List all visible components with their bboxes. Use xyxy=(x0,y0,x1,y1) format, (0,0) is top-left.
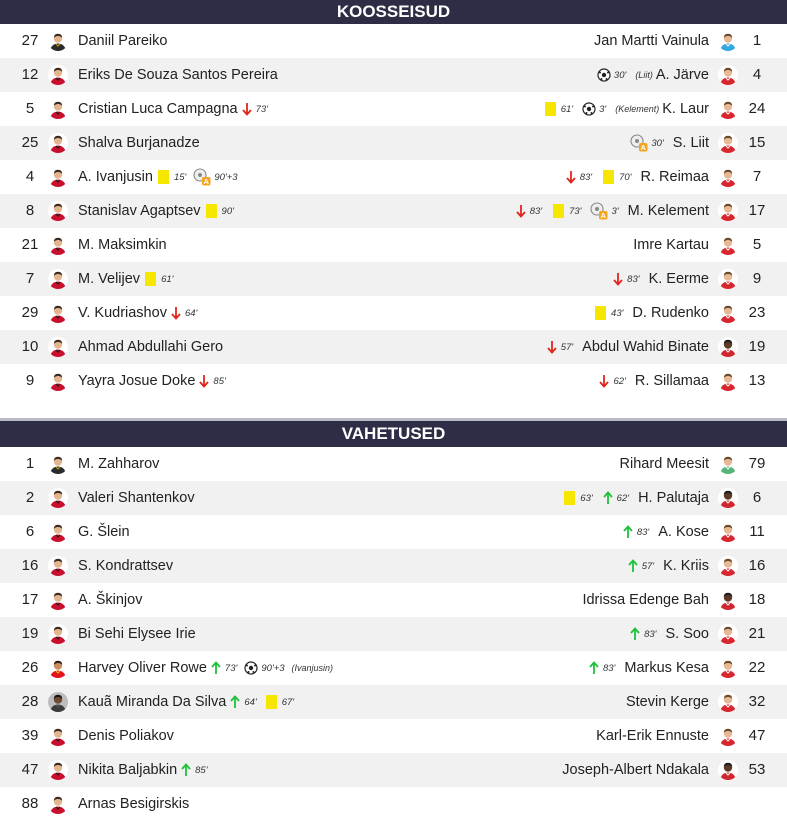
event-minute: 63' xyxy=(580,492,593,504)
home-player-number: 1 xyxy=(25,455,35,472)
away-player-name[interactable]: D. Rudenko xyxy=(632,305,709,321)
lineup-row xyxy=(0,617,787,651)
away-player-number: 21 xyxy=(748,625,766,642)
away-player xyxy=(543,92,709,126)
home-player-number: 17 xyxy=(21,591,39,608)
lineup-row xyxy=(0,262,787,296)
away-player-avatar[interactable] xyxy=(718,454,738,474)
home-player-number: 19 xyxy=(21,625,39,642)
event-minute: 90'+3 xyxy=(261,662,285,674)
lineup-row xyxy=(0,58,787,92)
away-player xyxy=(626,685,709,719)
away-player-avatar[interactable] xyxy=(718,167,738,187)
home-player-number: 2 xyxy=(25,489,35,506)
away-player-avatar[interactable] xyxy=(718,337,738,357)
away-player-avatar[interactable] xyxy=(718,488,738,508)
home-player-name[interactable]: S. Kondrattsev xyxy=(78,558,174,574)
home-player-number: 12 xyxy=(21,66,39,83)
home-player-number: 4 xyxy=(25,168,35,185)
home-player-number: 16 xyxy=(21,557,39,574)
away-player-name[interactable]: R. Reimaa xyxy=(640,169,709,185)
away-player-name[interactable]: Idrissa Edenge Bah xyxy=(582,592,709,608)
away-player-number: 15 xyxy=(748,134,766,151)
away-player xyxy=(588,651,709,685)
away-player-number: 18 xyxy=(748,591,766,608)
away-player xyxy=(629,617,709,651)
ball-icon xyxy=(244,661,258,675)
ball-icon xyxy=(582,102,596,116)
away-player xyxy=(627,549,709,583)
home-player-avatar[interactable] xyxy=(48,133,68,153)
event-minute: 67' xyxy=(281,696,295,708)
event-minute: 62' xyxy=(616,492,630,504)
home-player-number: 8 xyxy=(25,202,35,219)
home-player-avatar[interactable] xyxy=(48,167,68,187)
away-player-avatar[interactable] xyxy=(718,692,738,712)
home-player-name[interactable]: Daniil Pareiko xyxy=(78,33,168,49)
home-player-number: 29 xyxy=(21,304,39,321)
lineup-row xyxy=(0,160,787,194)
away-player-number: 22 xyxy=(748,659,766,676)
home-player xyxy=(78,515,130,549)
home-player-avatar[interactable] xyxy=(48,99,68,119)
home-player-avatar[interactable] xyxy=(48,726,68,746)
home-player-number: 28 xyxy=(21,693,39,710)
home-player-name[interactable]: Cristian Luca Campagna xyxy=(78,101,238,117)
home-player xyxy=(78,228,167,262)
lineup-row xyxy=(0,685,787,719)
home-player-avatar[interactable] xyxy=(48,371,68,391)
home-player xyxy=(78,364,230,398)
lineup-row xyxy=(0,194,787,228)
sub-in-arrow-icon xyxy=(588,661,600,675)
away-player xyxy=(612,262,709,296)
home-player-avatar[interactable] xyxy=(48,556,68,576)
home-player-name[interactable]: Nikita Baljabkin xyxy=(78,762,178,778)
event-minute: 83' xyxy=(636,526,650,538)
away-player xyxy=(594,24,709,58)
home-player-avatar[interactable] xyxy=(48,65,68,85)
home-player-avatar[interactable] xyxy=(48,522,68,542)
away-player-name[interactable]: R. Sillamaa xyxy=(634,373,709,389)
assist-ball-icon xyxy=(590,202,608,220)
away-player xyxy=(596,719,709,753)
home-player xyxy=(78,787,189,821)
home-player-name[interactable]: G. Šlein xyxy=(78,524,130,540)
ball-icon xyxy=(597,68,611,82)
starting-lineup-header: KOOSSEISUD xyxy=(0,0,787,24)
sub-out-arrow-icon xyxy=(198,374,210,388)
event-minute: 83' xyxy=(529,205,543,217)
away-player xyxy=(598,364,709,398)
event-minute: 73' xyxy=(255,103,268,115)
event-minute: 83' xyxy=(579,171,593,183)
sub-out-arrow-icon xyxy=(565,170,577,184)
home-player xyxy=(78,160,242,194)
home-player-number: 39 xyxy=(21,727,39,744)
away-player xyxy=(622,515,709,549)
away-player-avatar[interactable] xyxy=(718,31,738,51)
away-player-number: 32 xyxy=(748,693,766,710)
event-minute: 3' xyxy=(599,103,607,115)
home-player-avatar[interactable] xyxy=(48,303,68,323)
away-player-name[interactable]: Rihard Meesit xyxy=(619,456,709,472)
home-player-name[interactable]: M. Zahharov xyxy=(78,456,160,472)
away-player xyxy=(562,753,709,787)
home-player-name[interactable]: A. Škinjov xyxy=(78,592,143,608)
home-player-number: 9 xyxy=(25,372,35,389)
away-player-name[interactable]: K. Eerme xyxy=(648,271,709,287)
away-player-avatar[interactable] xyxy=(718,201,738,221)
away-player-number: 23 xyxy=(748,304,766,321)
home-player xyxy=(78,262,177,296)
home-player-avatar[interactable] xyxy=(48,201,68,221)
svg-text:A: A xyxy=(203,177,210,186)
home-player-avatar[interactable] xyxy=(48,658,68,678)
event-minute: 85' xyxy=(195,764,208,776)
away-player-name[interactable]: S. Liit xyxy=(672,135,709,151)
home-player-avatar[interactable] xyxy=(48,760,68,780)
event-minute: 73' xyxy=(569,205,582,217)
away-player-number: 13 xyxy=(748,372,766,389)
event-minute: 43' xyxy=(611,307,624,319)
lineup-row xyxy=(0,92,787,126)
lineup-row xyxy=(0,549,787,583)
home-player-number: 26 xyxy=(21,659,39,676)
away-player xyxy=(633,228,709,262)
away-player-number: 1 xyxy=(752,32,762,49)
substitutes-list xyxy=(0,447,787,821)
yellow-card-icon xyxy=(206,204,217,218)
away-player xyxy=(593,296,709,330)
away-player-avatar[interactable] xyxy=(718,726,738,746)
event-minute: 57' xyxy=(641,560,655,572)
home-player xyxy=(78,583,142,617)
home-player-name[interactable]: Bi Sehi Elysee Irie xyxy=(78,626,196,642)
event-minute: 30' xyxy=(613,69,627,81)
lineup-row xyxy=(0,330,787,364)
home-player-avatar[interactable] xyxy=(48,794,68,814)
away-player-avatar[interactable] xyxy=(718,235,738,255)
away-player-number: 79 xyxy=(748,455,766,472)
sub-out-arrow-icon xyxy=(515,204,527,218)
away-player-avatar[interactable] xyxy=(718,522,738,542)
yellow-card-icon xyxy=(553,204,564,218)
lineup-row xyxy=(0,296,787,330)
home-player-avatar[interactable] xyxy=(48,235,68,255)
away-player-avatar[interactable] xyxy=(718,303,738,323)
lineup-row xyxy=(0,515,787,549)
home-player-name[interactable]: Arnas Besigirskis xyxy=(78,796,190,812)
event-minute: 15' xyxy=(173,171,187,183)
home-player-avatar[interactable] xyxy=(48,269,68,289)
home-player-avatar[interactable] xyxy=(48,31,68,51)
home-player-name[interactable]: Shalva Burjanadze xyxy=(78,135,200,151)
sub-out-arrow-icon xyxy=(170,306,182,320)
sub-in-arrow-icon xyxy=(180,763,192,777)
lineup-row xyxy=(0,719,787,753)
event-minute: 61' xyxy=(161,273,174,285)
home-player xyxy=(78,24,167,58)
home-player xyxy=(78,719,174,753)
home-player-name[interactable]: M. Velijev xyxy=(78,271,141,287)
away-player-number: 17 xyxy=(748,202,766,219)
away-player-number: 7 xyxy=(752,168,762,185)
home-player-name[interactable]: Kauã Miranda Da Silva xyxy=(78,694,227,710)
home-player-name[interactable]: Ahmad Abdullahi Gero xyxy=(78,339,224,355)
lineup-row xyxy=(0,364,787,398)
yellow-card-icon xyxy=(266,695,277,709)
away-player-avatar[interactable] xyxy=(718,760,738,780)
starting-lineup-list xyxy=(0,24,787,398)
svg-text:A: A xyxy=(640,143,647,152)
away-player-name[interactable]: S. Soo xyxy=(665,626,709,642)
away-player-avatar[interactable] xyxy=(718,65,738,85)
away-player-name[interactable]: H. Palutaja xyxy=(638,490,709,506)
home-player-avatar[interactable] xyxy=(48,337,68,357)
svg-text:A: A xyxy=(601,211,607,220)
home-player xyxy=(78,296,201,330)
away-player-avatar[interactable] xyxy=(718,556,738,576)
away-player-number: 6 xyxy=(752,489,762,506)
sub-in-arrow-icon xyxy=(629,627,641,641)
sub-out-arrow-icon xyxy=(598,374,610,388)
sub-in-arrow-icon xyxy=(622,525,634,539)
away-player-number: 5 xyxy=(752,236,762,253)
lineup-row xyxy=(0,753,787,787)
home-player-number: 25 xyxy=(21,134,39,151)
sub-out-arrow-icon xyxy=(612,272,624,286)
yellow-card-icon xyxy=(545,102,556,116)
home-player xyxy=(78,651,333,685)
away-player xyxy=(582,583,709,617)
away-player-avatar[interactable] xyxy=(718,371,738,391)
away-player-name[interactable]: Stevin Kerge xyxy=(625,694,709,710)
away-player-name[interactable]: K. Kriis xyxy=(663,558,709,574)
home-player-name[interactable]: Eriks De Souza Santos Pereira xyxy=(78,67,278,83)
sub-in-arrow-icon xyxy=(210,661,222,675)
event-minute: 90'+3 xyxy=(214,171,238,183)
event-minute: 83' xyxy=(602,662,616,674)
event-minute: 62' xyxy=(613,375,626,387)
away-player xyxy=(597,58,709,92)
home-player-name[interactable]: V. Kudriashov xyxy=(78,305,167,321)
yellow-card-icon xyxy=(145,272,156,286)
away-player-name[interactable]: Joseph-Albert Ndakala xyxy=(562,762,709,778)
home-player xyxy=(78,617,196,651)
home-player-name[interactable]: Valeri Shantenkov xyxy=(78,490,195,506)
home-player-number: 21 xyxy=(21,236,39,253)
yellow-card-icon xyxy=(603,170,614,184)
event-minute: 85' xyxy=(213,375,226,387)
lineup-row xyxy=(0,228,787,262)
away-player-name[interactable]: M. Kelement xyxy=(627,203,709,219)
home-player-avatar[interactable] xyxy=(48,454,68,474)
event-minute: 61' xyxy=(560,103,574,115)
home-player-name[interactable]: A. Ivanjusin xyxy=(78,169,153,185)
away-player xyxy=(546,330,709,364)
event-minute: 90' xyxy=(221,205,234,217)
home-player xyxy=(78,194,238,228)
away-player-avatar[interactable] xyxy=(718,133,738,153)
event-note: (Liit) xyxy=(635,70,653,80)
away-player-name[interactable]: A. Järve xyxy=(655,67,709,83)
home-player-number: 6 xyxy=(25,523,35,540)
away-player-number: 19 xyxy=(748,338,766,355)
yellow-card-icon xyxy=(564,491,575,505)
sub-in-arrow-icon xyxy=(229,695,241,709)
away-player xyxy=(630,126,709,160)
away-player-number: 53 xyxy=(748,761,766,778)
away-player-number: 9 xyxy=(752,270,762,287)
home-player-name[interactable]: Yayra Josue Doke xyxy=(78,373,196,389)
away-player-avatar[interactable] xyxy=(718,269,738,289)
home-player xyxy=(78,92,272,126)
lineup-row xyxy=(0,583,787,617)
event-minute: 57' xyxy=(560,341,574,353)
home-player xyxy=(78,549,173,583)
away-player-avatar[interactable] xyxy=(718,99,738,119)
away-player xyxy=(565,160,709,194)
lineup-row xyxy=(0,24,787,58)
event-minute: 30' xyxy=(651,137,664,149)
home-player-name[interactable]: Harvey Oliver Rowe xyxy=(78,660,207,676)
yellow-card-icon xyxy=(158,170,169,184)
home-player-avatar[interactable] xyxy=(48,624,68,644)
event-minute: 83' xyxy=(627,273,640,285)
event-minute: 83' xyxy=(644,628,657,640)
assist-ball-icon xyxy=(630,134,648,152)
event-minute: 70' xyxy=(619,171,632,183)
event-note: (Kelement) xyxy=(615,104,660,114)
home-player-avatar[interactable] xyxy=(48,692,68,712)
event-minute: 64' xyxy=(184,307,198,319)
away-player-name[interactable]: Jan Martti Vainula xyxy=(594,33,709,49)
event-minute: 64' xyxy=(244,696,257,708)
away-player-name[interactable]: Abdul Wahid Binate xyxy=(582,339,709,355)
away-player-number: 47 xyxy=(748,727,766,744)
sub-in-arrow-icon xyxy=(602,491,614,505)
home-player-avatar[interactable] xyxy=(48,590,68,610)
away-player-avatar[interactable] xyxy=(718,658,738,678)
away-player xyxy=(515,194,709,228)
yellow-card-icon xyxy=(595,306,606,320)
event-minute: 73' xyxy=(224,662,238,674)
assist-ball-icon xyxy=(193,168,211,186)
lineup-row xyxy=(0,787,787,821)
home-player xyxy=(78,126,200,160)
home-player-name[interactable]: M. Maksimkin xyxy=(78,237,167,253)
away-player-number: 11 xyxy=(749,523,765,540)
away-player-number: 16 xyxy=(748,557,766,574)
sub-out-arrow-icon xyxy=(546,340,558,354)
sub-out-arrow-icon xyxy=(241,102,253,116)
lineup-row xyxy=(0,481,787,515)
lineup-row xyxy=(0,126,787,160)
home-player-number: 88 xyxy=(21,795,39,812)
substitutes-header: VAHETUSED xyxy=(0,418,787,447)
away-player-avatar[interactable] xyxy=(718,624,738,644)
home-player xyxy=(78,58,278,92)
away-player-name[interactable]: Markus Kesa xyxy=(624,660,709,676)
home-player-name[interactable]: Stanislav Agaptsev xyxy=(78,203,201,219)
home-player-number: 27 xyxy=(21,32,39,49)
home-player xyxy=(78,447,159,481)
away-player xyxy=(620,447,709,481)
event-minute: 3' xyxy=(611,205,619,217)
lineup-row xyxy=(0,447,787,481)
home-player xyxy=(78,481,195,515)
home-player-number: 5 xyxy=(25,100,35,117)
away-player xyxy=(562,481,709,515)
home-player-avatar[interactable] xyxy=(48,488,68,508)
away-player-name[interactable]: K. Laur xyxy=(662,101,709,117)
home-player-number: 7 xyxy=(25,270,35,287)
away-player-name[interactable]: Imre Kartau xyxy=(633,237,709,253)
away-player-avatar[interactable] xyxy=(718,590,738,610)
home-player xyxy=(78,685,298,719)
home-player-number: 10 xyxy=(21,338,39,355)
home-player xyxy=(78,753,212,787)
away-player-name[interactable]: A. Kose xyxy=(658,524,709,540)
event-note: (Ivanjusin) xyxy=(291,663,334,673)
lineup-row xyxy=(0,651,787,685)
home-player xyxy=(78,330,223,364)
home-player-number: 47 xyxy=(21,761,39,778)
sub-in-arrow-icon xyxy=(627,559,639,573)
away-player-number: 24 xyxy=(748,100,766,117)
home-player-name[interactable]: Denis Poliakov xyxy=(78,728,174,744)
away-player-name[interactable]: Karl-Erik Ennuste xyxy=(596,728,709,744)
away-player-number: 4 xyxy=(752,66,762,83)
